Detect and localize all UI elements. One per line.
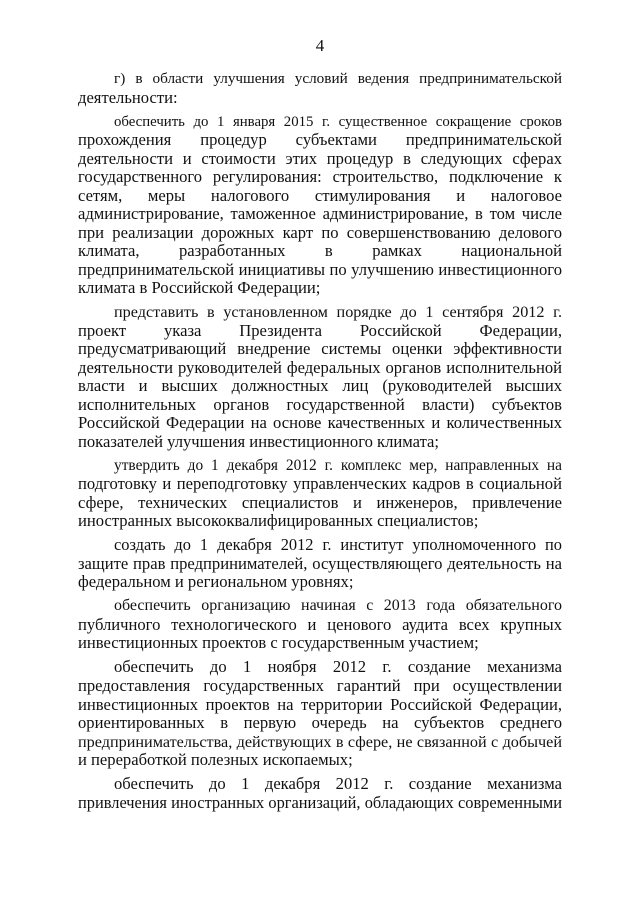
text-line: предоставления государственных гарантий при осуществлении <box>78 675 562 695</box>
text-line: представить в установленном порядке до 1 сентября 2012 г. <box>114 303 562 322</box>
text-line: проект указа Президента Российской Федерации, <box>78 320 562 340</box>
text-line: сфере, технических специалистов и инженеров, привлечение <box>78 492 562 512</box>
text-line: деятельности руководителей федеральных органов исполнительной <box>78 357 562 377</box>
text-line: предпринимательской инициативы по улучшению инвестиционного <box>78 259 562 279</box>
text-line: исполнительных органов государственной власти) субъектов <box>78 394 562 414</box>
text-line: ориентированных в первую очередь на субъектов среднего <box>78 713 562 733</box>
document-body <box>78 70 562 812</box>
text-line: деятельности: <box>78 87 178 107</box>
text-line: предусматривающий внедрение системы оценки эффективности <box>78 339 562 359</box>
text-line: инвестиционных проектов на территории Российской Федерации, <box>78 694 562 714</box>
text-line: прохождения процедур субъектами предпринимательской <box>78 130 562 150</box>
text-line: власти и высших должностных лиц (руководителей высших <box>78 376 562 396</box>
text-line: Российской Федерации на основе качественных и количественных <box>78 413 562 433</box>
text-line: деятельности и стоимости этих процедур в следующих сферах <box>78 148 562 168</box>
text-line: климата в Российской Федерации; <box>78 278 321 298</box>
text-line: привлечения иностранных организаций, обладающих современными <box>78 792 562 812</box>
text-line: г) в области улучшения условий ведения предпринимательской <box>114 70 562 87</box>
text-line: иностранных высококвалифицированных специалистов; <box>78 511 479 531</box>
text-line: администрирование, таможенное администрирование, в том числе <box>78 204 562 224</box>
text-line: утвердить до 1 декабря 2012 г. комплекс мер, направленных на <box>114 456 562 474</box>
text-line: при реализации дорожных карт по совершенствованию делового <box>78 222 562 242</box>
text-line: климата, разработанных в рамках национальной <box>78 241 562 261</box>
text-line: федеральном и региональном уровнях; <box>78 572 354 592</box>
text-line: предпринимательства, действующих в сфере, не связанной с добычей <box>78 732 562 751</box>
text-line: публичного технологического и ценового аудита всех крупных <box>78 614 562 634</box>
text-line: создать до 1 декабря 2012 г. институт уполномоченного по <box>114 535 562 555</box>
text-line: обеспечить до 1 ноября 2012 г. создание механизма <box>114 657 562 677</box>
text-line: подготовку и переподготовку управленческих кадров в социальной <box>78 474 562 494</box>
text-line: обеспечить до 1 декабря 2012 г. создание механизма <box>114 774 562 794</box>
page-number: 4 <box>315 36 325 55</box>
text-line: защите прав предпринимателей, осуществляющего деятельность на <box>78 553 562 573</box>
text-line: сетям, меры налогового стимулирования и налоговое <box>78 185 562 205</box>
text-line: и переработкой полезных ископаемых; <box>78 750 353 770</box>
text-line: показателей улучшения инвестиционного климата; <box>78 431 440 451</box>
text-line: государственного регулирования: строительство, подключение к <box>78 167 562 187</box>
text-line: обеспечить организацию начиная с 2013 года обязательного <box>114 597 562 615</box>
text-line: инвестиционных проектов с государственным участием; <box>78 633 479 653</box>
text-line: обеспечить до 1 января 2015 г. существенное сокращение сроков <box>114 113 562 130</box>
